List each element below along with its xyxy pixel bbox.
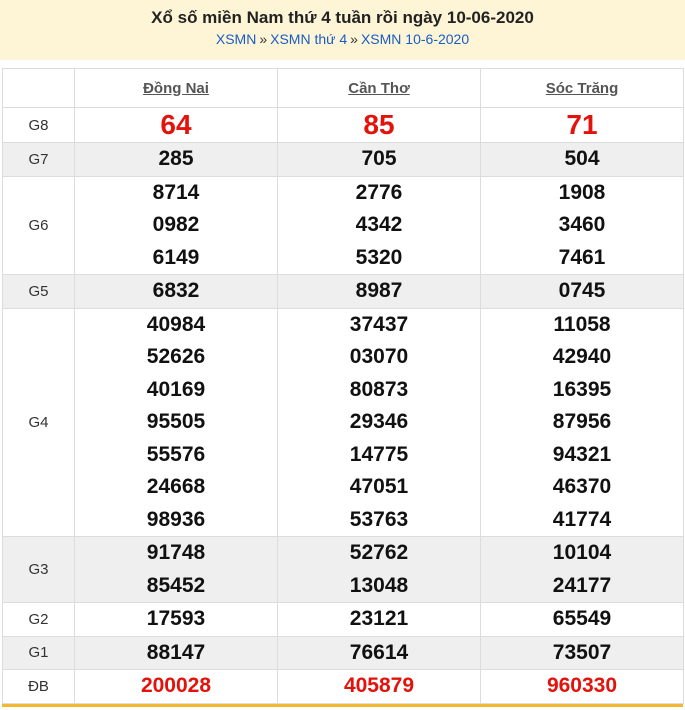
prize-number: 47051: [349, 475, 409, 498]
province-header-dong-nai[interactable]: [75, 69, 278, 108]
prize-number: 17593: [146, 607, 206, 630]
prize-label: G1: [3, 636, 75, 670]
prize-number: 95505: [146, 410, 206, 433]
prize-number: 40984: [146, 312, 206, 336]
prize-number: 40169: [146, 377, 206, 401]
prize-cell: [278, 308, 481, 537]
breadcrumb-separator: »: [259, 31, 268, 47]
prize-number: 3460: [558, 213, 606, 236]
prize-row-g7: [3, 143, 684, 177]
prize-number: 7461: [558, 245, 606, 269]
prize-number: 1908: [558, 180, 606, 204]
prize-row-g5: [3, 275, 684, 309]
prize-number: 2776: [355, 180, 403, 204]
prize-number: 42940: [552, 345, 612, 368]
prize-number: 23121: [349, 607, 409, 630]
page-title: Xổ số miền Nam thứ 4 tuần rồi ngày 10-06-2020: [151, 8, 534, 27]
prize-cell: [481, 143, 684, 177]
prize-cell: [278, 108, 481, 143]
prize-cell: [278, 537, 481, 603]
prize-number: 960330: [546, 674, 618, 697]
prize-label: G7: [3, 143, 75, 177]
page-header: [0, 0, 685, 60]
prize-cell: [75, 308, 278, 537]
prize-number: 94321: [552, 442, 612, 466]
prize-number: 52762: [349, 541, 409, 564]
prize-number: 03070: [349, 345, 409, 368]
prize-row-g2: [3, 603, 684, 637]
prize-number: 8987: [355, 279, 403, 302]
province-header-soc-trang[interactable]: [481, 69, 684, 108]
prize-number: 4342: [355, 213, 403, 236]
prize-number: 13048: [349, 573, 409, 597]
prize-number: 85: [363, 109, 395, 140]
prize-cell: [75, 603, 278, 637]
prize-number: 6832: [152, 279, 200, 302]
prize-cell: [481, 275, 684, 309]
prize-label: G3: [3, 537, 75, 603]
prize-number: 285: [158, 147, 194, 170]
prize-number: 24668: [146, 475, 206, 498]
prize-number: 88147: [146, 640, 206, 664]
prize-number: 8714: [152, 180, 200, 204]
prize-cell: [481, 176, 684, 275]
prize-number: 0745: [558, 279, 606, 302]
province-header-can-tho[interactable]: [278, 69, 481, 108]
prize-number: 53763: [349, 507, 409, 531]
prize-label: G5: [3, 275, 75, 309]
prize-number: 405879: [343, 674, 415, 697]
prize-number: 87956: [552, 410, 612, 433]
prize-cell: [278, 670, 481, 704]
province-link[interactable]: Cần Thơ: [348, 79, 410, 97]
prize-number: 29346: [349, 410, 409, 433]
prize-row-g1: [3, 636, 684, 670]
prize-cell: [481, 108, 684, 143]
prize-number: 10104: [552, 541, 612, 564]
prize-label: G2: [3, 603, 75, 637]
breadcrumb-xsmn-date-link[interactable]: XSMN 10-6-2020: [360, 31, 470, 47]
results-table: [2, 68, 684, 704]
prize-label: ĐB: [3, 670, 75, 704]
prize-row-g6: [3, 176, 684, 275]
prize-label: G4: [3, 308, 75, 537]
prize-cell: [278, 603, 481, 637]
prize-number: 73507: [552, 640, 612, 664]
table-corner-cell: [3, 69, 75, 108]
prize-number: 91748: [146, 541, 206, 564]
prize-number: 200028: [140, 674, 212, 697]
prize-cell: [481, 603, 684, 637]
prize-number: 14775: [349, 442, 409, 466]
province-link[interactable]: Đồng Nai: [143, 79, 209, 97]
breadcrumb-xsmn-link[interactable]: XSMN: [215, 31, 257, 47]
prize-number: 85452: [146, 573, 206, 597]
prize-number: 65549: [552, 607, 612, 630]
prize-cell: [278, 143, 481, 177]
prize-number: 80873: [349, 377, 409, 401]
prize-cell: [481, 670, 684, 704]
breadcrumb-xsmn-thu4-link[interactable]: XSMN thứ 4: [270, 31, 348, 47]
prize-number: 52626: [146, 345, 206, 368]
prize-number: 504: [564, 147, 600, 170]
prize-number: 41774: [552, 507, 612, 531]
prize-table-body: [3, 108, 684, 704]
prize-cell: [75, 275, 278, 309]
prize-cell: [75, 143, 278, 177]
prize-cell: [278, 636, 481, 670]
breadcrumb: [0, 31, 685, 47]
prize-cell: [481, 537, 684, 603]
province-link[interactable]: Sóc Trăng: [545, 79, 619, 97]
prize-number: 64: [160, 109, 192, 140]
prize-number: 37437: [349, 312, 409, 336]
prize-cell: [481, 308, 684, 537]
prize-number: 11058: [553, 312, 611, 336]
prize-number: 6149: [152, 245, 200, 269]
prize-number: 71: [566, 109, 598, 140]
prize-cell: [75, 670, 278, 704]
prize-cell: [75, 108, 278, 143]
prize-row-g4: [3, 308, 684, 537]
prize-number: 55576: [146, 442, 206, 466]
prize-number: 0982: [152, 213, 200, 236]
prize-cell: [75, 636, 278, 670]
prize-number: 5320: [355, 245, 403, 269]
prize-label: G6: [3, 176, 75, 275]
prize-cell: [278, 275, 481, 309]
prize-number: 705: [361, 147, 397, 170]
prize-number: 46370: [552, 475, 612, 498]
prize-number: 76614: [349, 640, 409, 664]
prize-label: G8: [3, 108, 75, 143]
bottom-divider: [2, 704, 683, 707]
breadcrumb-separator: »: [350, 31, 358, 47]
prize-cell: [75, 176, 278, 275]
prize-number: 16395: [552, 377, 612, 401]
prize-number: 24177: [552, 573, 612, 597]
prize-cell: [278, 176, 481, 275]
prize-row-g8: [3, 108, 684, 143]
table-header-row: [3, 69, 684, 108]
prize-cell: [75, 537, 278, 603]
prize-number: 98936: [146, 507, 206, 531]
prize-row-đb: [3, 670, 684, 704]
prize-cell: [481, 636, 684, 670]
prize-row-g3: [3, 537, 684, 603]
